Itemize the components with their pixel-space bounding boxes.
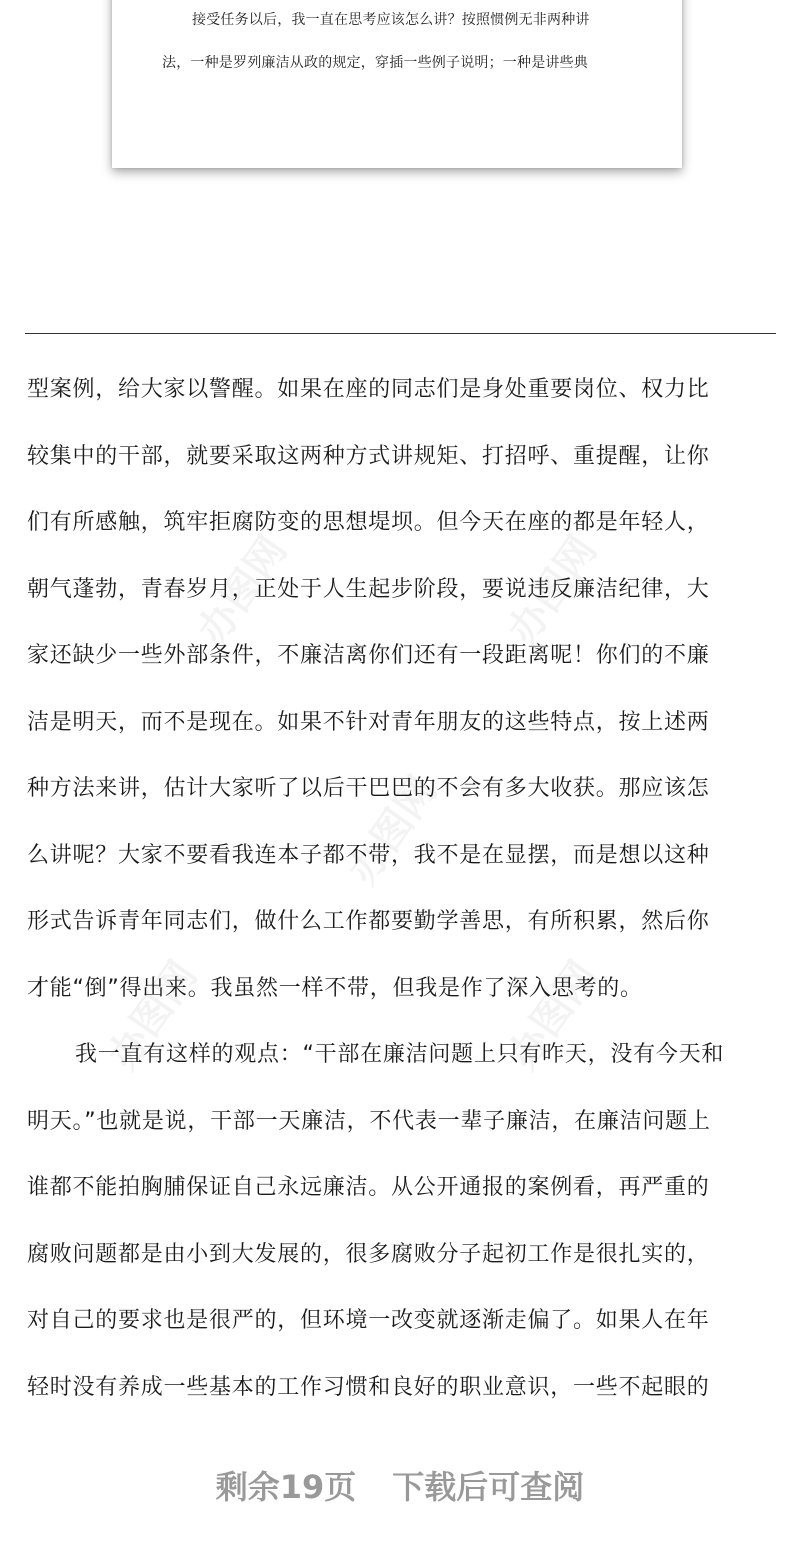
paragraph-line: 明天。”也就是说，干部一天廉洁，不代表一辈子廉洁，在廉洁问题上 xyxy=(27,1108,711,1134)
paragraph-line: 型案例，给大家以警醒。如果在座的同志们是身处重要岗位、权力比 xyxy=(27,377,710,402)
watermark: 办图网 xyxy=(499,953,607,1078)
page-divider xyxy=(25,333,776,334)
paragraph-line: 么讲呢？大家不要看我连本子都不带，我不是在显摆，而是想以这种 xyxy=(27,842,710,868)
download-to-view-label: 下载后可查阅 xyxy=(392,1468,585,1506)
paragraph-line: 们有所感触，筑牢拒腐防变的思想堤坝。但今天在座的都是年轻人， xyxy=(27,510,710,535)
paragraph-line: 朝气蓬勃，青春岁月，正处于人生起步阶段，要说违反廉洁纪律，大 xyxy=(27,576,710,602)
preview-page-card xyxy=(112,0,682,168)
watermark: 办图网 xyxy=(99,953,207,1078)
paragraph-line: 我一直有这样的观点：“干部在廉洁问题上只有昨天，没有今天和 xyxy=(75,1042,725,1067)
paragraph-line: 较集中的干部，就要采取这两种方式讲规矩、打招呼、重提醒，让你 xyxy=(27,443,710,469)
remaining-pages-prompt[interactable] xyxy=(0,1462,800,1512)
remaining-pages-label: 剩余19页 xyxy=(215,1468,357,1506)
document-body xyxy=(27,357,777,1421)
watermark: 办图网 xyxy=(189,528,297,653)
paragraph-line: 对自己的要求也是很严的，但环境一改变就逐渐走偏了。如果人在年 xyxy=(27,1308,710,1333)
watermark: 办图网 xyxy=(499,528,607,653)
preview-line: 法，一种是罗列廉洁从政的规定，穿插一些例子说明；一种是讲些典 xyxy=(162,55,588,71)
paragraph-line: 才能“倒”得出来。我虽然一样不带，但我是作了深入思考的。 xyxy=(27,975,643,1001)
paragraph-line: 轻时没有养成一些基本的工作习惯和良好的职业意识，一些不起眼的 xyxy=(27,1374,710,1400)
paragraph-line: 谁都不能拍胸脯保证自己永远廉洁。从公开通报的案例看，再严重的 xyxy=(27,1175,710,1200)
paragraph-line: 腐败问题都是由小到大发展的，很多腐败分子起初工作是很扎实的， xyxy=(27,1241,710,1267)
paragraph-line: 种方法来讲，估计大家听了以后干巴巴的不会有多大收获。那应该怎 xyxy=(27,776,710,801)
paragraph-line: 形式告诉青年同志们，做什么工作都要勤学善思，有所积累，然后你 xyxy=(27,909,710,934)
paragraph-line: 洁是明天，而不是现在。如果不针对青年朋友的这些特点，按上述两 xyxy=(27,709,710,735)
preview-line: 接受任务以后，我一直在思考应该怎么讲？按照惯例无非两种讲 xyxy=(192,12,590,28)
paragraph-line: 家还缺少一些外部条件，不廉洁离你们还有一段距离呢！你们的不廉 xyxy=(27,643,710,668)
watermark: 办图网 xyxy=(339,768,447,893)
